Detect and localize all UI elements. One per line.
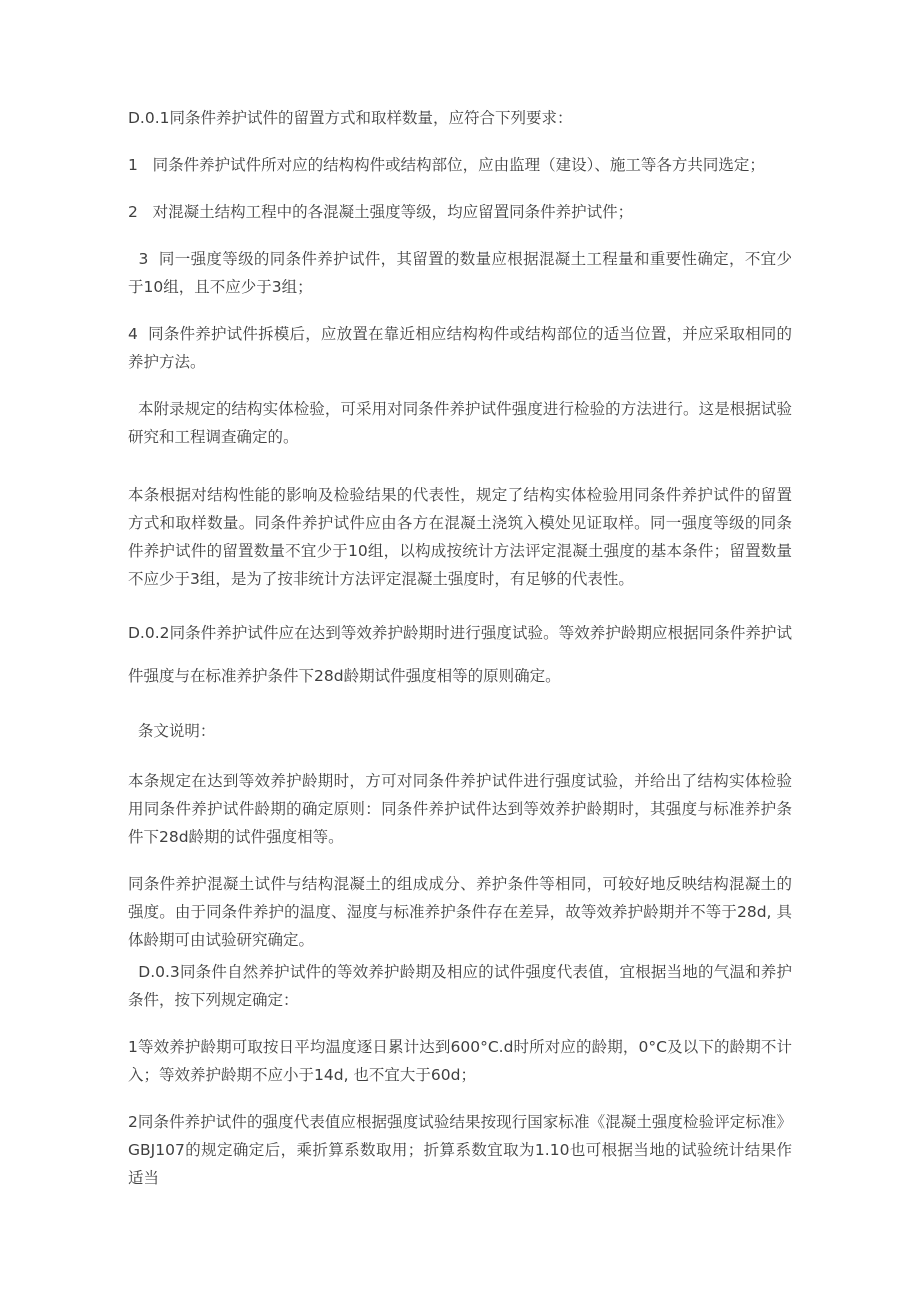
clause-d03-item-1: 1等效养护龄期可取按日平均温度逐日累计达到600°C.d时所对应的龄期，0°C及以下的龄期不计入；等效养护龄期不应小于14d, 也不宜大于60d； (128, 1038, 792, 1084)
clause-d01-title: D.0.1同条件养护试件的留置方式和取样数量，应符合下列要求： (128, 109, 573, 127)
clause-d01-item-1: 1 同条件养护试件所对应的结构构件或结构部位，应由监理（建设）、施工等各方共同选定； (128, 156, 765, 174)
clause-d01-item-4: 4 同条件养护试件拆模后，应放置在靠近相应结构构件或结构部位的适当位置，并应采取相同的养护方法。 (128, 325, 792, 371)
commentary-label: 条文说明： (128, 722, 216, 740)
explanation-d02-para-2: 同条件养护混凝土试件与结构混凝土的组成成分、养护条件等相同，可较好地反映结构混凝土的强度。由于同条件养护的温度、湿度与标准养护条件存在差异，故等效养护龄期并不等于28d, 具体龄期可由试验研究确定。 (128, 875, 792, 949)
explanation-d01: 本条根据对结构性能的影响及检验结果的代表性，规定了结构实体检验用同条件养护试件的留置方式和取样数量。同条件养护试件应由各方在混凝土浇筑入模处见证取样。同一强度等级的同条件养护试件的留置数量不宜少于10组，以构成按统计方法评定混凝土强度的基本条件；留置数量不应少于3组，是为了按非统计方法评定混凝土强度时，有足够的代表性。 (128, 486, 792, 588)
clause-d03-title: D.0.3同条件自然养护试件的等效养护龄期及相应的试件强度代表值，宜根据当地的气温和养护条件，按下列规定确定： (128, 963, 793, 1009)
clause-d02: D.0.2同条件养护试件应在达到等效养护龄期时进行强度试验。等效养护龄期应根据同条件养护试件强度与在标准养护条件下28d龄期试件强度相等的原则确定。 (128, 624, 792, 685)
explanation-d02-para-1: 本条规定在达到等效养护龄期时，方可对同条件养护试件进行强度试验，并给出了结构实体检验用同条件养护试件龄期的确定原则：同条件养护试件达到等效养护龄期时，其强度与标准养护条件下28d龄期的试件强度相等。 (128, 772, 792, 846)
clause-d01-item-2: 2 对混凝土结构工程中的各混凝土强度等级，均应留置同条件养护试件； (128, 203, 634, 221)
appendix-note: 本附录规定的结构实体检验，可采用对同条件养护试件强度进行检验的方法进行。这是根据试验研究和工程调查确定的。 (128, 400, 792, 446)
clause-d01-item-3: 3 同一强度等级的同条件养护试件，其留置的数量应根据混凝土工程量和重要性确定，不宜少于10组，且不应少于3组； (128, 250, 793, 296)
clause-d03-item-2: 2同条件养护试件的强度代表值应根据强度试验结果按现行国家标准《混凝土强度检验评定标准》GBJ107的规定确定后，乘折算系数取用；折算系数宜取为1.10也可根据当地的试验统计结果作适当 (128, 1113, 792, 1187)
